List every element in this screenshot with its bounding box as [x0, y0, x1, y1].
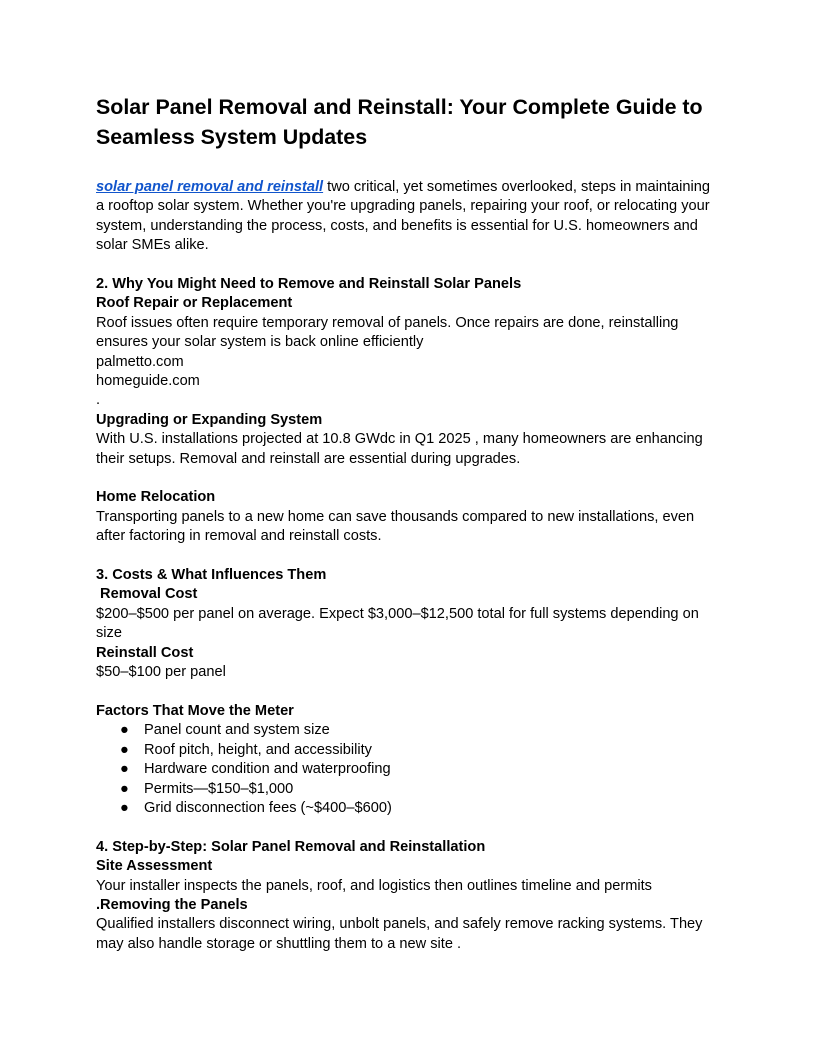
removal-cost-heading: Removal Cost	[96, 586, 198, 603]
bullet-icon: ●	[120, 780, 129, 797]
page-title: Solar Panel Removal and Reinstall: Your Complete Guide to Seamless System Updates	[96, 95, 703, 149]
section-3-heading: 3. Costs & What Influences Them	[96, 567, 327, 584]
factors-heading: Factors That Move the Meter	[96, 702, 294, 719]
list-item-text: Grid disconnection fees (~$400–$600)	[144, 799, 392, 816]
list-item	[96, 780, 722, 799]
upgrade-heading: Upgrading or Expanding System	[96, 411, 323, 428]
source-homeguide: homeguide.com	[96, 373, 200, 390]
relocation-text: Transporting panels to a new home can save thousands compared to new installations, even after factoring in removal and reinstall costs.	[96, 508, 695, 545]
stray-period: .	[96, 392, 101, 409]
list-item	[96, 721, 722, 740]
source-palmetto: palmetto.com	[96, 353, 184, 370]
list-item-text: Permits—$150–$1,000	[144, 780, 294, 797]
spacer	[96, 818, 722, 837]
intro-text: two critical, yet sometimes overlooked, steps in maintaining a rooftop solar system. Whether you're upgrading panels, repairing your roof, or relocating your system, understanding the process, costs, and benefits is essential for U.S. homeowners and solar SMEs alike.	[96, 179, 711, 254]
bullet-icon: ●	[120, 741, 129, 758]
section-4-heading: 4. Step-by-Step: Solar Panel Removal and Reinstallation	[96, 838, 486, 855]
site-assessment-text: Your installer inspects the panels, roof, and logistics then outlines timeline and permits	[96, 877, 652, 894]
roof-repair-heading: Roof Repair or Replacement	[96, 295, 293, 312]
spacer	[96, 683, 722, 702]
factors-list	[96, 721, 722, 818]
roof-repair-text: Roof issues often require temporary removal of panels. Once repairs are done, reinstalling ensures your solar system is back online efficiently	[96, 314, 679, 351]
bullet-icon: ●	[120, 799, 129, 816]
document-page	[96, 92, 722, 954]
site-assessment-heading: Site Assessment	[96, 858, 213, 875]
reinstall-cost-heading: Reinstall Cost	[96, 644, 194, 661]
list-item	[96, 760, 722, 779]
list-item-text: Roof pitch, height, and accessibility	[144, 741, 372, 758]
removing-panels-heading: .Removing the Panels	[96, 896, 248, 913]
bullet-icon: ●	[120, 761, 129, 778]
list-item	[96, 799, 722, 818]
list-item-text: Hardware condition and waterproofing	[144, 761, 391, 778]
section-2-heading: 2. Why You Might Need to Remove and Reinstall Solar Panels	[96, 276, 522, 293]
spacer	[96, 256, 722, 275]
removal-cost-text: $200–$500 per panel on average. Expect $3,000–$12,500 total for full systems depending on size	[96, 605, 699, 642]
list-item	[96, 741, 722, 760]
spacer	[96, 469, 722, 488]
upgrade-text: With U.S. installations projected at 10.8 GWdc in Q1 2025 , many homeowners are enhancing their setups. Removal and reinstall are essential during upgrades.	[96, 431, 703, 467]
relocation-heading: Home Relocation	[96, 489, 216, 506]
intro-link[interactable]: solar panel removal and reinstall	[96, 179, 324, 195]
bullet-icon: ●	[120, 722, 129, 739]
removing-panels-text: Qualified installers disconnect wiring, unbolt panels, and safely remove racking systems. They may also handle storage or shuttling them to a new site .	[96, 916, 703, 952]
spacer	[96, 547, 722, 566]
reinstall-cost-text: $50–$100 per panel	[96, 664, 226, 681]
list-item-text: Panel count and system size	[144, 722, 330, 739]
intro-paragraph	[96, 178, 722, 256]
